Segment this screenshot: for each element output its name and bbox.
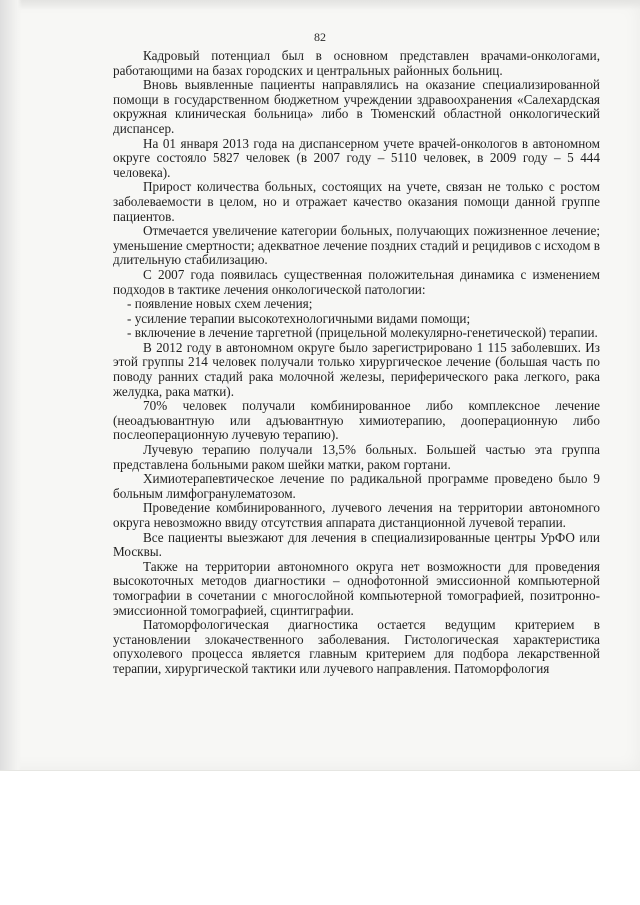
page-number: 82 bbox=[314, 30, 326, 44]
paragraph-travel: Все пациенты выезжают для лечения в специализированные центры УрФО или Москвы. bbox=[113, 529, 600, 560]
list-item: - усиление терапии высокотехнологичными видами помощи; bbox=[127, 310, 471, 326]
paragraph-2012-cases: В 2012 году в автономном округе было зарегистрировано 1 115 заболевших. Из этой группы 214 человек получали только хирургическое лечение (большая часть по поводу ранних стадий рака молочной железы, периферического рака легкого, рака желудка, рака матки). bbox=[113, 339, 600, 399]
paragraph-dynamics: С 2007 года появилась существенная положительная динамика с изменением подходов в тактике лечения онкологической патологии: bbox=[113, 266, 600, 297]
paragraph-trends: Отмечается увеличение категории больных, получающих пожизненное лечение; уменьшение смертности; адекватное лечение поздних стадий и рецидивов с исходом в длительную стабилизацию. bbox=[113, 223, 600, 268]
paragraph-registered-count: На 01 января 2013 года на диспансерном учете врачей-онкологов в автономном округе состояло 5827 человек (в 2007 году – 5110 человек, в 2009 году – 5 444 человека). bbox=[113, 135, 600, 180]
list-item: - появление новых схем лечения; bbox=[127, 296, 313, 312]
paragraph-diagnostics: Также на территории автономного округа нет возможности для проведения высокоточных методов диагностики – однофотонной эмиссионной компьютерной томографии в сочетании с многослойной компьютерной томографией, позитронно-эмиссионной томографией, сцинтиграфии. bbox=[113, 558, 600, 618]
paragraph-combined-treatment: 70% человек получали комбинированное либо комплексное лечение (неоадъювантную или адъювантную химиотерапию, дооперационную либо послеоперационную лучевую терапию). bbox=[113, 398, 600, 443]
body-text bbox=[113, 49, 600, 677]
paragraph-referral: Вновь выявленные пациенты направлялись на оказание специализированной помощи в государственном бюджетном учреждении здравоохранения «Салехардская окружная клиническая больница» либо в Тюменский областной онкологический диспансер. bbox=[113, 77, 600, 136]
paragraph-growth: Прирост количества больных, состоящих на учете, связан не только с ростом заболеваемости в целом, но и отражает качество оказания помощи данной группе пациентов. bbox=[113, 179, 600, 224]
paragraph-staffing: Кадровый потенциал был в основном представлен врачами-онкологами, работающими на базах городских и центральных районных больниц. bbox=[113, 48, 600, 78]
paragraph-pathomorphology: Патоморфологическая диагностика остается ведущим критерием в установлении злокачественного заболевания. Гистологическая характеристика опухолевого процесса является главным критерием для подбора лекарственной терапии, хирургической тактики или лучевого направления. Патоморфология bbox=[113, 617, 600, 676]
list-item: - включение в лечение таргетной (прицельной молекулярно-генетической) терапии. bbox=[127, 325, 598, 341]
paragraph-chemotherapy: Химиотерапевтическое лечение по радикальной программе проведено было 9 больным лимфогранулематозом. bbox=[113, 471, 600, 501]
scan-shadow-left bbox=[0, 0, 22, 770]
scan-shadow-top bbox=[0, 0, 640, 10]
paragraph-no-radiotherapy: Проведение комбинированного, лучевого лечения на территории автономного округа невозможно ввиду отсутствия аппарата дистанционной лучевой терапии. bbox=[113, 500, 600, 530]
paragraph-radiation: Лучевую терапию получали 13,5% больных. Большей частью эта группа представлена больными раком шейки матки, раком гортани. bbox=[113, 442, 600, 472]
